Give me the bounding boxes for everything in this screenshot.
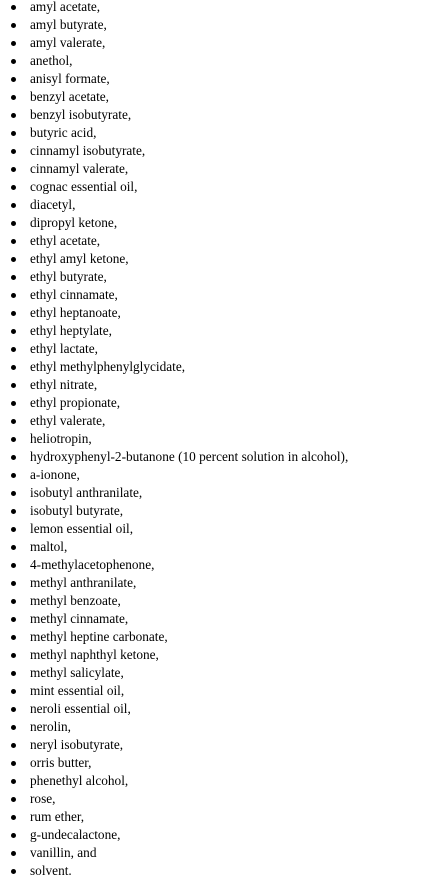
- bullet-icon: [11, 329, 16, 334]
- list-item-text: butyric acid,: [30, 125, 97, 140]
- list-item-text: a-ionone,: [30, 467, 80, 482]
- list-item: [0, 160, 348, 178]
- list-item: [0, 808, 348, 826]
- list-item: [0, 484, 348, 502]
- list-item-text: methyl anthranilate,: [30, 575, 137, 590]
- list-item: [0, 700, 348, 718]
- list-item: [0, 646, 348, 664]
- bullet-icon: [11, 779, 16, 784]
- list-item-text: methyl cinnamate,: [30, 611, 129, 626]
- list-item: [0, 862, 348, 879]
- list-item: [0, 574, 348, 592]
- list-item: [0, 34, 348, 52]
- list-item-text: hydroxyphenyl-2-butanone (10 percent solution in alcohol),: [30, 449, 349, 464]
- list-item: [0, 682, 348, 700]
- bullet-icon: [11, 221, 16, 226]
- bullet-icon: [11, 869, 16, 874]
- bullet-icon: [11, 851, 16, 856]
- list-item-text: orris butter,: [30, 755, 92, 770]
- bullet-icon: [11, 239, 16, 244]
- list-item: [0, 376, 348, 394]
- list-item-text: benzyl isobutyrate,: [30, 107, 132, 122]
- list-item-text: vanillin, and: [30, 845, 97, 860]
- list-item-text: maltol,: [30, 539, 68, 554]
- bullet-icon: [11, 527, 16, 532]
- bullet-icon: [11, 473, 16, 478]
- bullet-icon: [11, 671, 16, 676]
- list-item: [0, 124, 348, 142]
- list-item-text: solvent.: [30, 863, 72, 878]
- bullet-icon: [11, 491, 16, 496]
- list-item: [0, 70, 348, 88]
- list-item-text: mint essential oil,: [30, 683, 125, 698]
- bullet-icon: [11, 743, 16, 748]
- bullet-icon: [11, 293, 16, 298]
- bullet-icon: [11, 5, 16, 10]
- list-item-text: methyl heptine carbonate,: [30, 629, 168, 644]
- list-item: [0, 718, 348, 736]
- bullet-icon: [11, 617, 16, 622]
- list-item-text: amyl valerate,: [30, 35, 106, 50]
- list-item-text: ethyl methylphenylglycidate,: [30, 359, 186, 374]
- bullet-icon: [11, 41, 16, 46]
- list-item: [0, 610, 348, 628]
- list-item: [0, 0, 348, 16]
- bullet-icon: [11, 23, 16, 28]
- bullet-icon: [11, 275, 16, 280]
- list-item-text: neroli essential oil,: [30, 701, 131, 716]
- list-item: [0, 304, 348, 322]
- bullet-icon: [11, 653, 16, 658]
- bullet-icon: [11, 311, 16, 316]
- list-item: [0, 754, 348, 772]
- list-item-text: cinnamyl valerate,: [30, 161, 129, 176]
- bullet-icon: [11, 95, 16, 100]
- bullet-icon: [11, 599, 16, 604]
- list-item-text: ethyl lactate,: [30, 341, 98, 356]
- list-item: [0, 286, 348, 304]
- list-item-text: phenethyl alcohol,: [30, 773, 129, 788]
- bullet-icon: [11, 401, 16, 406]
- list-item: [0, 16, 348, 34]
- list-item-text: anethol,: [30, 53, 73, 68]
- list-item: [0, 466, 348, 484]
- list-item-text: g-undecalactone,: [30, 827, 121, 842]
- list-item: [0, 448, 348, 466]
- list-item: [0, 106, 348, 124]
- list-item: [0, 412, 348, 430]
- list-item-text: methyl naphthyl ketone,: [30, 647, 159, 662]
- list-item-text: ethyl butyrate,: [30, 269, 107, 284]
- bullet-icon: [11, 635, 16, 640]
- list-item: [0, 52, 348, 70]
- bullet-icon: [11, 185, 16, 190]
- bullet-icon: [11, 455, 16, 460]
- list-item: [0, 520, 348, 538]
- list-item: [0, 340, 348, 358]
- list-item-text: ethyl heptylate,: [30, 323, 112, 338]
- list-item-text: cognac essential oil,: [30, 179, 138, 194]
- list-item-text: ethyl cinnamate,: [30, 287, 118, 302]
- list-item: [0, 142, 348, 160]
- list-item-text: isobutyl anthranilate,: [30, 485, 143, 500]
- list-item: [0, 178, 348, 196]
- bullet-icon: [11, 257, 16, 262]
- bullet-icon: [11, 383, 16, 388]
- list-item: [0, 664, 348, 682]
- bullet-icon: [11, 833, 16, 838]
- list-item: [0, 232, 348, 250]
- bullet-icon: [11, 437, 16, 442]
- list-item: [0, 430, 348, 448]
- list-item-text: cinnamyl isobutyrate,: [30, 143, 146, 158]
- list-item-text: ethyl acetate,: [30, 233, 101, 248]
- list-item: [0, 196, 348, 214]
- bullet-icon: [11, 563, 16, 568]
- list-item: [0, 214, 348, 232]
- bullet-icon: [11, 347, 16, 352]
- list-item-text: lemon essential oil,: [30, 521, 134, 536]
- list-item-text: neryl isobutyrate,: [30, 737, 124, 752]
- list-item: [0, 736, 348, 754]
- list-item-text: ethyl heptanoate,: [30, 305, 121, 320]
- list-item-text: rose,: [30, 791, 56, 806]
- list-item-text: amyl butyrate,: [30, 17, 107, 32]
- list-item: [0, 250, 348, 268]
- list-item-text: anisyl formate,: [30, 71, 110, 86]
- list-item-text: rum ether,: [30, 809, 85, 824]
- list-item-text: heliotropin,: [30, 431, 92, 446]
- bullet-icon: [11, 203, 16, 208]
- list-item-text: methyl benzoate,: [30, 593, 121, 608]
- bullet-icon: [11, 797, 16, 802]
- bullet-icon: [11, 581, 16, 586]
- list-item-text: nerolin,: [30, 719, 71, 734]
- list-item-text: ethyl propionate,: [30, 395, 121, 410]
- bullet-icon: [11, 725, 16, 730]
- bullet-icon: [11, 689, 16, 694]
- bullet-icon: [11, 77, 16, 82]
- bullet-icon: [11, 509, 16, 514]
- list-item-text: isobutyl butyrate,: [30, 503, 124, 518]
- list-item-text: methyl salicylate,: [30, 665, 124, 680]
- list-item: [0, 322, 348, 340]
- bullet-icon: [11, 545, 16, 550]
- list-item-text: ethyl valerate,: [30, 413, 106, 428]
- list-item-text: benzyl acetate,: [30, 89, 109, 104]
- list-item: [0, 592, 348, 610]
- list-item-text: dipropyl ketone,: [30, 215, 118, 230]
- list-item: [0, 394, 348, 412]
- list-item-text: amyl acetate,: [30, 0, 101, 14]
- list-item: [0, 790, 348, 808]
- list-item: [0, 538, 348, 556]
- bullet-icon: [11, 113, 16, 118]
- list-item-text: 4-methylacetophenone,: [30, 557, 155, 572]
- bullet-icon: [11, 815, 16, 820]
- list-item-text: ethyl amyl ketone,: [30, 251, 129, 266]
- bullet-icon: [11, 419, 16, 424]
- bullet-icon: [11, 167, 16, 172]
- list-item: [0, 358, 348, 376]
- list-item: [0, 826, 348, 844]
- list-item: [0, 772, 348, 790]
- list-item: [0, 88, 348, 106]
- bullet-icon: [11, 131, 16, 136]
- bullet-icon: [11, 707, 16, 712]
- bullet-icon: [11, 761, 16, 766]
- bullet-icon: [11, 365, 16, 370]
- bullet-icon: [11, 149, 16, 154]
- list-item: [0, 844, 348, 862]
- list-item: [0, 502, 348, 520]
- list-item: [0, 556, 348, 574]
- list-item: [0, 268, 348, 286]
- list-item-text: ethyl nitrate,: [30, 377, 98, 392]
- bullet-icon: [11, 59, 16, 64]
- list-item: [0, 628, 348, 646]
- list-item-text: diacetyl,: [30, 197, 76, 212]
